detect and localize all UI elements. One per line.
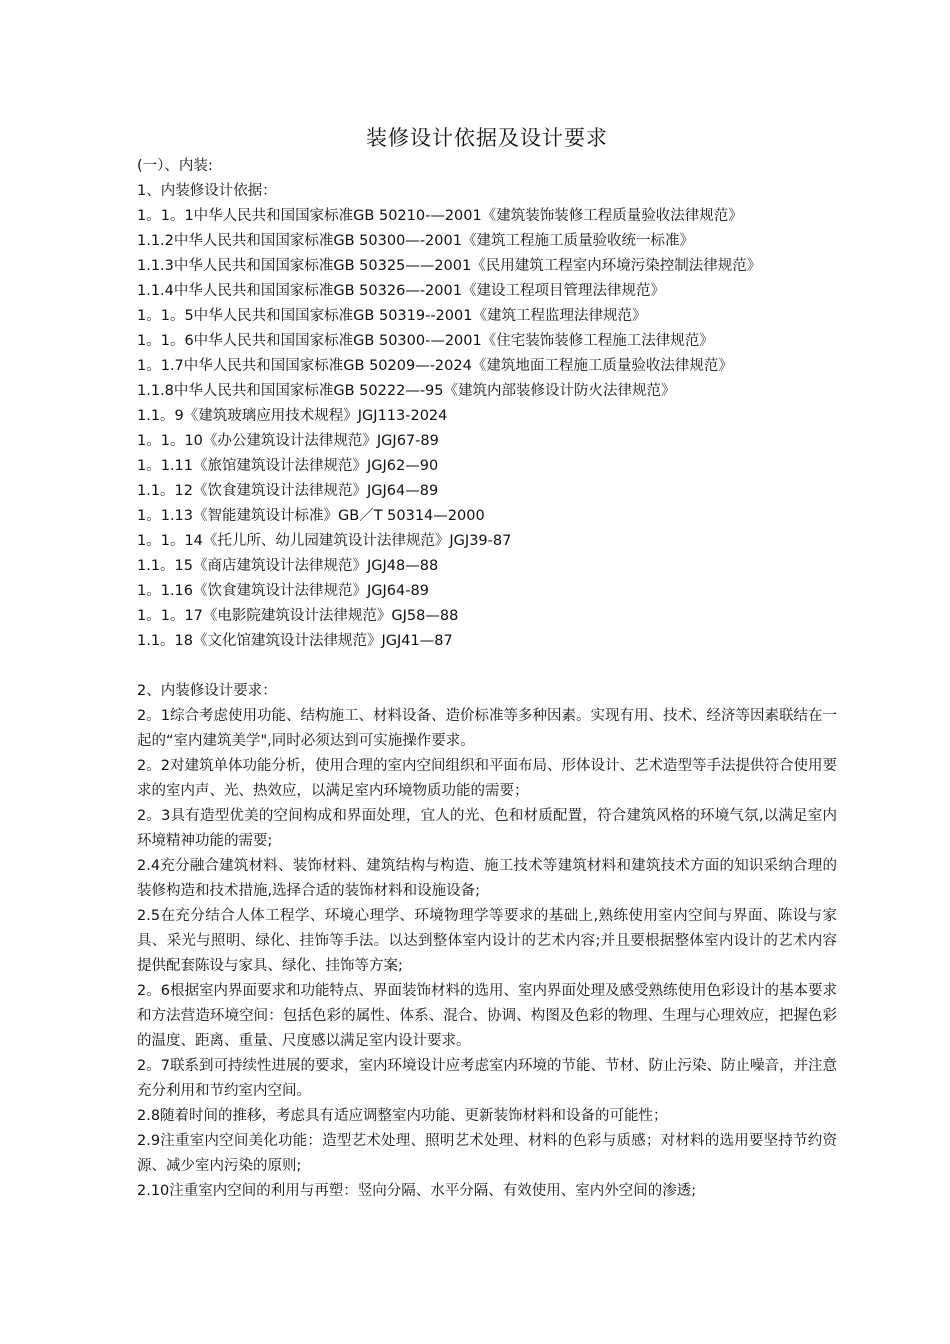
requirement-item: 2.8随着时间的推移，考虑具有适应调整室内功能、更新装饰材料和设备的可能性； — [137, 1108, 668, 1124]
requirement-item: 2。2对建筑单体功能分析，使用合理的室内空间组织和平面布局、形体设计、艺术造型等手法提供符合使用要求的室内声、光、热效应，以满足室内环境物质功能的需要； — [137, 758, 837, 799]
requirement-item: 2.4充分融合建筑材料、装饰材料、建筑结构与构造、施工技术等建筑材料和建筑技术方面的知识采纳合理的装修构造和技术措施,选择合适的装饰材料和设施设备; — [137, 858, 837, 899]
basis-item: 1.1。15《商店建筑设计法律规范》JGJ48—88 — [137, 558, 439, 574]
requirement-item: 2。7联系到可持续性进展的要求，室内环境设计应考虑室内环境的节能、节材、防止污染、防止噪音，并注意充分利用和节约室内空间。 — [137, 1058, 837, 1099]
basis-item: 1。1.7中华人民共和国国家标准GB 50209—-2024《建筑地面工程施工质量验收法律规范》 — [137, 358, 733, 374]
basis-item: 1。1。6中华人民共和国国家标准GB 50300-—2001《住宅装饰装修工程施工法律规范》 — [137, 333, 714, 349]
basis-item: 1.1。18《文化馆建筑设计法律规范》JGJ41—87 — [137, 633, 453, 649]
requirement-item: 2。1综合考虑使用功能、结构施工、材料设备、造价标准等多种因素。实现有用、技术、经济等因素联结在一起的“室内建筑美学",同时必须达到可实施操作要求。 — [137, 708, 837, 749]
basis-item: 1.1.8中华人民共和国国家标准GB 50222—-95《建筑内部装修设计防火法律规范》 — [137, 383, 676, 399]
section-heading: (一）、内装: — [137, 158, 213, 174]
basis-item: 1。1。5中华人民共和国国家标准GB 50319--2001《建筑工程监理法律规范》 — [137, 308, 647, 324]
basis-item: 1。1.11《旅馆建筑设计法律规范》JGJ62—90 — [137, 458, 439, 474]
basis-heading: 1、内装修设计依据： — [137, 183, 277, 199]
basis-item: 1。1.16《饮食建筑设计法律规范》JGJ64-89 — [137, 583, 429, 599]
basis-item: 1。1。10《办公建筑设计法律规范》JGJ67-89 — [137, 433, 439, 449]
spacer — [137, 654, 837, 679]
basis-item: 1。1。17《电影院建筑设计法律规范》GJ58—88 — [137, 608, 459, 624]
requirement-item: 2.9注重室内空间美化功能：造型艺术处理、照明艺术处理、材料的色彩与质感；对材料的选用要坚持节约资源、减少室内污染的原则; — [137, 1133, 837, 1174]
requirement-item: 2.5在充分结合人体工程学、环境心理学、环境物理学等要求的基础上,熟练使用室内空间与界面、陈设与家具、采光与照明、绿化、挂饰等手法。以达到整体室内设计的艺术内容;并且要根据整体室内设计的艺术内容提供配套陈设与家具、绿化、挂饰等方案; — [137, 908, 837, 974]
requirement-item: 2。6根据室内界面要求和功能特点、界面装饰材料的选用、室内界面处理及感受熟练使用色彩设计的基本要求和方法营造环境空间：包括色彩的属性、体系、混合、协调、构图及色彩的物理、生理与心理效应，把握色彩的温度、距离、重量、尺度感以满足室内设计要求。 — [137, 983, 837, 1049]
document-body — [137, 124, 837, 1204]
basis-item: 1.1.2中华人民共和国国家标准GB 50300—-2001《建筑工程施工质量验收统一标准》 — [137, 233, 694, 249]
basis-item: 1.1.3中华人民共和国国家标准GB 50325——2001《民用建筑工程室内环境污染控制法律规范》 — [137, 258, 762, 274]
requirement-item: 2.10注重室内空间的利用与再塑：竖向分隔、水平分隔、有效使用、室内外空间的渗透; — [137, 1183, 697, 1199]
document-title: 装修设计依据及设计要求 — [366, 126, 608, 150]
requirement-item: 2。3具有造型优美的空间构成和界面处理，宜人的光、色和材质配置，符合建筑风格的环境气氛,以满足室内环境精神功能的需要; — [137, 808, 837, 849]
basis-item: 1.1。9《建筑玻璃应用技术规程》JGJ113-2024 — [137, 408, 448, 424]
basis-item: 1。1。1中华人民共和国国家标准GB 50210-—2001《建筑装饰装修工程质量验收法律规范》 — [137, 208, 743, 224]
basis-item: 1.1。12《饮食建筑设计法律规范》JGJ64—89 — [137, 483, 439, 499]
basis-item: 1.1.4中华人民共和国国家标准GB 50326—-2001《建设工程项目管理法律规范》 — [137, 283, 665, 299]
basis-item: 1。1.13《智能建筑设计标准》GB／T 50314—2000 — [137, 508, 485, 524]
requirements-heading: 2、内装修设计要求： — [137, 683, 277, 699]
basis-item: 1。1。14《托儿所、幼儿园建筑设计法律规范》JGJ39-87 — [137, 533, 512, 549]
